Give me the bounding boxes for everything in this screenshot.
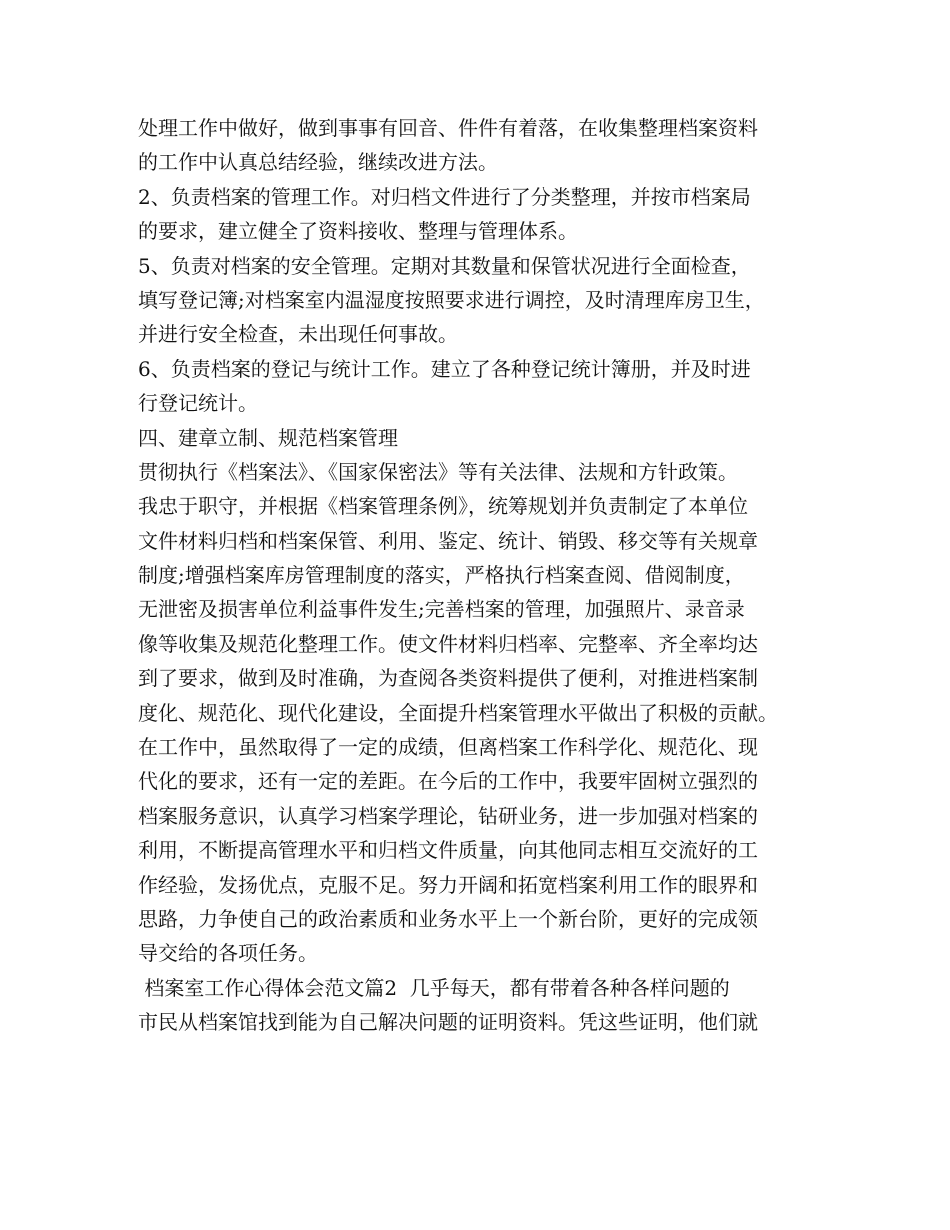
text-line: 在工作中，虽然取得了一定的成绩，但离档案工作科学化、规范化、现 [138, 735, 758, 760]
text-line: 市民从档案馆找到能为自己解决问题的证明资料。凭这些证明，他们就 [138, 1010, 758, 1035]
text-line: 度化、规范化、现代化建设，全面提升档案管理水平做出了积极的贡献。 [138, 700, 778, 725]
text-line: 行登记统计。 [138, 391, 258, 416]
text-line: 2、负责档案的管理工作。对归档文件进行了分类整理，并按市档案局 [138, 184, 751, 209]
text-line: 文件材料归档和档案保管、利用、鉴定、统计、销毁、移交等有关规章 [138, 528, 758, 553]
text-line: 档案室工作心得体会范文篇2 几乎每天，都有带着各种各样问题的 [138, 975, 730, 1000]
text-line: 5、负责对档案的安全管理。定期对其数量和保管状况进行全面检查， [138, 253, 751, 278]
text-line: 我忠于职守，并根据《档案管理条例》，统筹规划并负责制定了本单位 [138, 494, 748, 519]
text-line: 贯彻执行《档案法》、《国家保密法》等有关法律、法规和方针政策。 [138, 459, 738, 484]
section-heading: 四、建章立制、规范档案管理 [138, 425, 398, 450]
text-line: 思路，力争使自己的政治素质和业务水平上一个新台阶，更好的完成领 [138, 906, 758, 931]
text-line: 6、负责档案的登记与统计工作。建立了各种登记统计簿册，并及时进 [138, 356, 751, 381]
text-line: 到了要求，做到及时准确，为查阅各类资料提供了便利，对推进档案制 [138, 666, 758, 691]
text-line: 的工作中认真总结经验，继续改进方法。 [138, 150, 498, 175]
text-line: 导交给的各项任务。 [138, 941, 318, 966]
text-line: 处理工作中做好，做到事事有回音、件件有着落，在收集整理档案资料 [138, 116, 758, 140]
text-line: 的要求，建立健全了资料接收、整理与管理体系。 [138, 219, 578, 244]
text-line: 作经验，发扬优点，克服不足。努力开阔和拓宽档案利用工作的眼界和 [138, 872, 758, 897]
text-line: 代化的要求，还有一定的差距。在今后的工作中，我要牢固树立强烈的 [138, 769, 758, 794]
text-line: 填写登记簿;对档案室内温湿度按照要求进行调控，及时清理库房卫生， [138, 287, 765, 312]
text-line: 并进行安全检查，未出现任何事故。 [138, 322, 458, 347]
text-line: 利用，不断提高管理水平和归档文件质量，向其他同志相互交流好的工 [138, 838, 758, 863]
text-line: 档案服务意识，认真学习档案学理论，钻研业务，进一步加强对档案的 [138, 803, 758, 828]
document-body [138, 111, 838, 1040]
text-line: 无泄密及损害单位利益事件发生;完善档案的管理，加强照片、录音录 [138, 597, 745, 622]
text-line: 像等收集及规范化整理工作。使文件材料归档率、完整率、齐全率均达 [138, 631, 758, 656]
text-line: 制度;增强档案库房管理制度的落实，严格执行档案查阅、借阅制度， [138, 563, 745, 588]
